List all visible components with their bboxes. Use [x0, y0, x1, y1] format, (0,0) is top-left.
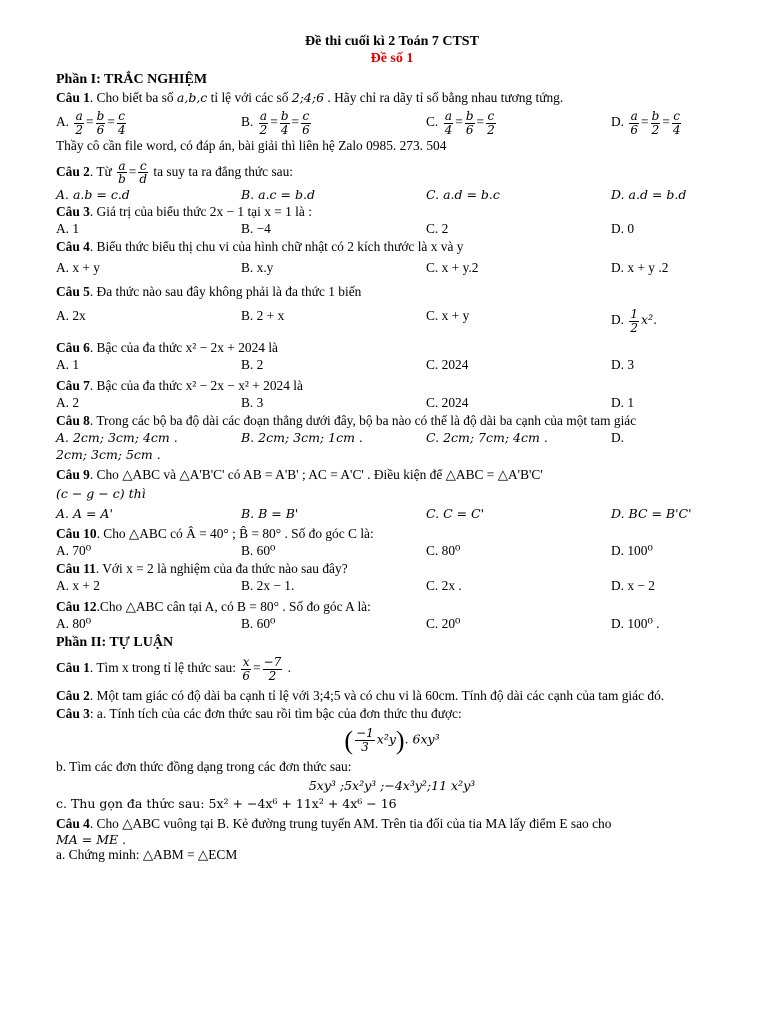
- option-a[interactable]: A. 80⁰: [56, 616, 92, 632]
- question-label: Câu 1: [56, 90, 90, 106]
- option-d[interactable]: D. 1: [611, 394, 635, 410]
- option-b[interactable]: B. a.c = b.d: [241, 186, 315, 202]
- essay-question-3b: b. Tìm các đơn thức đồng dạng trong các đơn thức sau:: [56, 758, 352, 774]
- option-d[interactable]: D. x − 2: [611, 578, 656, 594]
- option-d[interactable]: D. x + y .2: [611, 260, 669, 276]
- option-b[interactable]: B. $\frac{a}{2}$ = $\frac{b}{4}$ = $\frac{c}{6}$: [241, 109, 310, 138]
- option-d[interactable]: D. $\frac{1}{2}$ x².: [611, 307, 658, 335]
- option-a[interactable]: A. a.b = c.d: [56, 186, 130, 202]
- question-11: Câu 11. Với x = 2 là nghiệm của đa thức nào sau đây?: [56, 561, 348, 577]
- option-d[interactable]: D.: [611, 429, 625, 445]
- option-a[interactable]: A. x + y: [56, 260, 101, 276]
- essay-question-3c: c. Thu gọn đa thức sau: 5x² + −4x⁶ + 11x² + 4x⁶ − 16: [56, 795, 397, 811]
- question-12-options: [56, 616, 728, 632]
- monomial-product-expression: ( $\frac{-1}{3}$ x²y). 6xy³: [344, 725, 440, 755]
- option-c[interactable]: C. 2cm; 7cm; 4cm .: [426, 429, 548, 445]
- option-a[interactable]: A. 2x: [56, 308, 86, 324]
- question-2-options: [56, 187, 728, 202]
- option-d[interactable]: D. 100⁰: [611, 543, 653, 559]
- question-8-options: [56, 430, 728, 446]
- option-b[interactable]: B. 2x − 1.: [241, 578, 295, 594]
- option-a[interactable]: A. A = A': [56, 506, 113, 522]
- question-9-options: [56, 506, 728, 521]
- question-5-options: [56, 308, 728, 334]
- question-7: Câu 7. Bậc của đa thức x² − 2x − x² + 2024 là: [56, 377, 303, 393]
- contact-note: Thầy cô cần file word, có đáp án, bài giải thì liên hệ Zalo 0985. 273. 504: [56, 137, 447, 153]
- option-d[interactable]: D. a.d = b.d: [611, 186, 687, 202]
- option-a[interactable]: A. $\frac{a}{2}$ = $\frac{b}{6}$ = $\frac{c}{4}$: [56, 109, 126, 138]
- question-12: Câu 12.Cho △ABC cân tại A, có B = 80° . Số đo góc A là:: [56, 599, 371, 615]
- essay-question-4: Câu 4. Cho △ABC vuông tại B. Kẻ đường trung tuyến AM. Trên tia đối của tia MA lấy điểm E sao cho: [56, 815, 612, 831]
- option-a[interactable]: A. 1: [56, 356, 80, 372]
- option-c[interactable]: C. x + y.2: [426, 260, 479, 276]
- question-6: Câu 6. Bậc của đa thức x² − 2x + 2024 là: [56, 339, 278, 355]
- part2-heading: Phần II: TỰ LUẬN: [56, 634, 174, 650]
- question-11-options: [56, 578, 728, 594]
- exam-title: Đề thi cuối kì 2 Toán 7 CTST: [305, 34, 479, 49]
- question-8: Câu 8. Trong các bộ ba độ dài các đoạn thẳng dưới đây, bộ ba nào có thể là độ dài ba cạnh của một tam giác: [56, 412, 637, 428]
- question-7-options: [56, 395, 728, 411]
- question-4: Câu 4. Biểu thức biểu thị chu vi của hình chữ nhật có 2 kích thước là x và y: [56, 239, 464, 255]
- option-d[interactable]: D. $\frac{a}{6}$ = $\frac{b}{2}$ = $\frac{c}{4}$: [611, 109, 681, 138]
- question-10-options: [56, 543, 728, 559]
- option-b[interactable]: B. B = B': [241, 506, 299, 522]
- question-2: Câu 2. Từ $\frac{a}{b}$ = $\frac{c}{d}$ ta suy ta ra đẳng thức sau:: [56, 158, 294, 187]
- question-3: Câu 3. Giá trị của biểu thức 2x − 1 tại x = 1 là :: [56, 203, 312, 219]
- option-b[interactable]: B. 3: [241, 394, 264, 410]
- similar-monomials-list: 5xy³ ;5x²y³ ;−4x³y²;11 x²y³: [308, 777, 476, 793]
- question-9-line2: (c − g − c) thì: [56, 486, 146, 502]
- option-d[interactable]: D. 100⁰ .: [611, 616, 660, 632]
- option-b[interactable]: B. 2 + x: [241, 308, 285, 324]
- question-9: Câu 9. Cho △ABC và △A'B'C' có AB = A'B' ; AC = A'C' . Điều kiện để △ABC = △A'B'C': [56, 466, 543, 482]
- option-c[interactable]: C. a.d = b.c: [426, 186, 500, 202]
- option-b[interactable]: B. 60⁰: [241, 543, 276, 559]
- essay-question-4a: a. Chứng minh: △ABM = △ECM: [56, 847, 238, 862]
- option-b[interactable]: B. 2cm; 3cm; 1cm .: [241, 429, 363, 445]
- question-5: Câu 5. Đa thức nào sau đây không phải là đa thức 1 biến: [56, 284, 362, 300]
- option-c[interactable]: C. 20⁰: [426, 616, 461, 632]
- option-d[interactable]: D. 0: [611, 221, 635, 236]
- question-1-options: [56, 110, 728, 136]
- option-c[interactable]: C. 80⁰: [426, 543, 461, 559]
- option-d-continued: 2cm; 3cm; 5cm .: [56, 446, 161, 462]
- essay-question-3: Câu 3: a. Tính tích của các đơn thức sau rồi tìm bậc của đơn thức thu được:: [56, 705, 462, 721]
- part1-heading: Phần I: TRẮC NGHIỆM: [56, 71, 208, 87]
- option-b[interactable]: B. 60⁰: [241, 616, 276, 632]
- option-a[interactable]: A. 2cm; 3cm; 4cm .: [56, 429, 178, 445]
- essay-question-4-line2: MA = ME .: [56, 832, 127, 847]
- question-3-options: [56, 221, 728, 237]
- option-c[interactable]: C. 2: [426, 221, 449, 236]
- option-a[interactable]: A. 2: [56, 394, 80, 410]
- option-a[interactable]: A. x + 2: [56, 578, 101, 594]
- option-c[interactable]: C. 2x .: [426, 578, 462, 594]
- question-4-options: [56, 260, 728, 276]
- option-c[interactable]: C. 2024: [426, 394, 469, 410]
- question-10: Câu 10. Cho △ABC có Â = 40° ; B̂ = 80° . Số đo góc C là:: [56, 526, 374, 542]
- option-c[interactable]: C. $\frac{a}{4}$ = $\frac{b}{6}$ = $\frac{c}{2}$: [426, 109, 495, 138]
- option-c[interactable]: C. C = C': [426, 506, 485, 522]
- option-d[interactable]: D. 3: [611, 356, 635, 372]
- option-b[interactable]: B. x.y: [241, 260, 274, 276]
- essay-question-2: Câu 2. Một tam giác có độ dài ba cạnh tỉ lệ với 3;4;5 và có chu vi là 60cm. Tính độ dài các cạnh của tam giác đó.: [56, 687, 665, 703]
- exam-subtitle: Đề số 1: [370, 50, 414, 66]
- question-1: Câu 1. Cho biết ba số a,b,c tỉ lệ với các số 2;4;6 . Hãy chỉ ra dãy tỉ số bằng nhau tương tứng.: [56, 90, 564, 106]
- essay-question-1: Câu 1. Tìm x trong tỉ lệ thức sau: $\frac{x}{6}$ = $\frac{-7}{2}$ .: [56, 655, 291, 683]
- question-6-options: [56, 357, 728, 373]
- option-c[interactable]: C. x + y: [426, 308, 470, 324]
- option-d[interactable]: D. BC = B'C': [611, 506, 692, 522]
- option-a[interactable]: A. 70⁰: [56, 543, 92, 559]
- option-a[interactable]: A. 1: [56, 221, 80, 236]
- option-c[interactable]: C. 2024: [426, 356, 469, 372]
- option-b[interactable]: B. 2: [241, 356, 264, 372]
- option-b[interactable]: B. −4: [241, 221, 271, 236]
